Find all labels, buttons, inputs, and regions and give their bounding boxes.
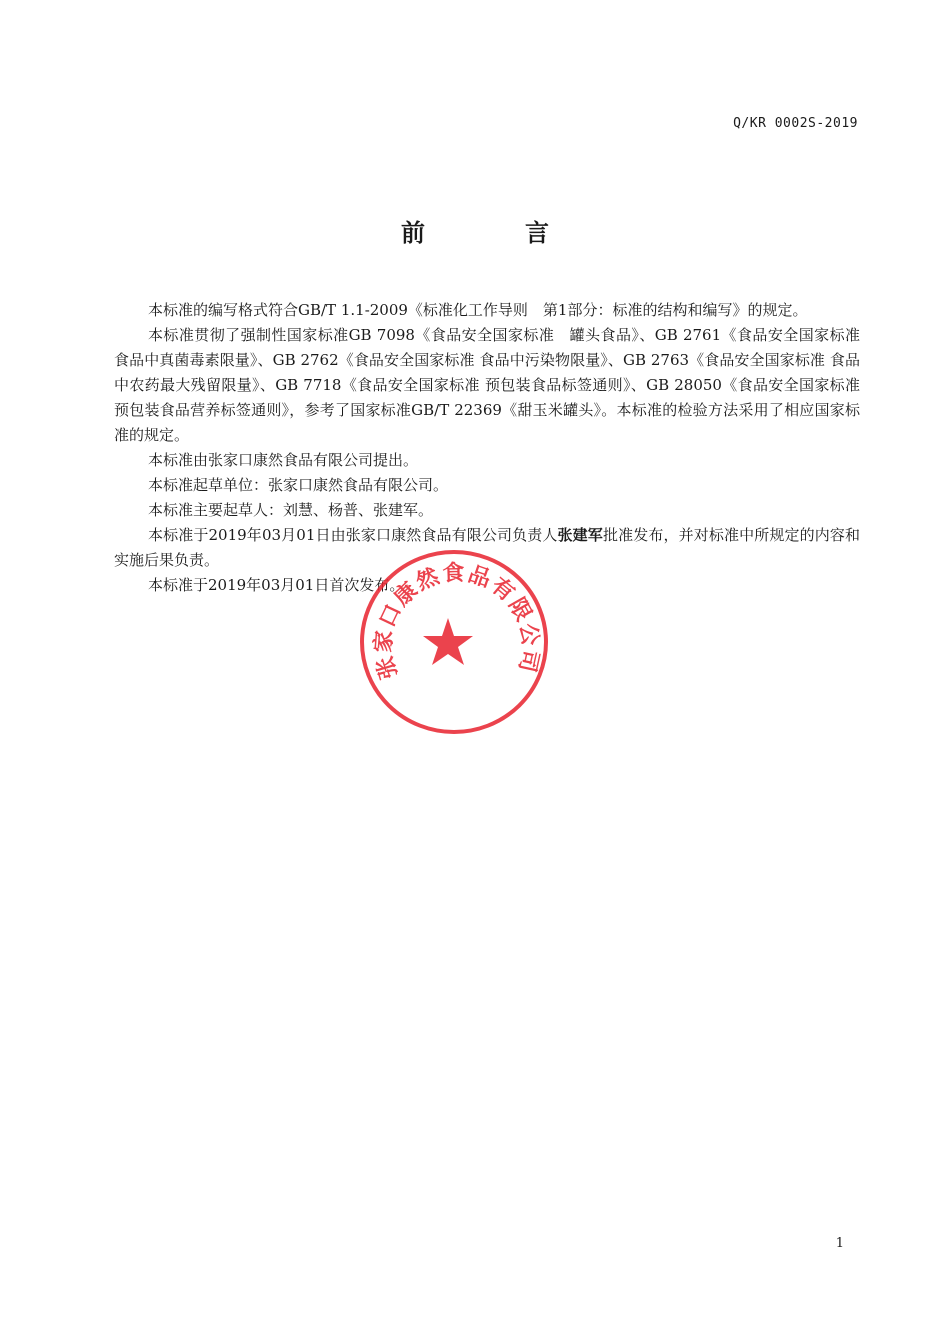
- approval-text-after: 批准发布，并对标准中所规定的内容和实施后果负责。: [114, 526, 860, 569]
- star-icon: [423, 618, 473, 665]
- paragraph-proposer: 本标准由张家口康然食品有限公司提出。: [148, 451, 419, 469]
- page-title: [0, 213, 950, 248]
- page-number: 1: [835, 1236, 844, 1251]
- paragraph-drafters: 本标准主要起草人：刘慧、杨普、张建军。: [148, 501, 434, 519]
- paragraph-standards: 本标准贯彻了强制性国家标准GB 7098《食品安全国家标准 罐头食品》、GB 2761《食品安全国家标准 食品中真菌毒素限量》、GB 2762《食品安全国家标准 食品中污染物限量》、GB 2763《食品安全国家标准 食品中农药最大残留限量》、GB 7718《食品安全国家标准 预包装食品标签通则》、GB 28050《食品安全国家标准 预包装食品营养标签通则》，参考了国家标准GB/T 22369《甜玉米罐头》。本标准的检验方法采用了相应国家标准的规定。: [114, 326, 860, 444]
- paragraph-format: 本标准的编写格式符合GB/T 1.1-2009《标准化工作导则 第1部分：标准的结构和编写》的规定。: [148, 301, 808, 319]
- seal-text-path: 张家口康然食品有限公司: [371, 560, 543, 682]
- approval-text-before: 本标准于2019年03月01日由张家口康然食品有限公司负责人: [148, 526, 558, 544]
- document-code: Q/KR 0002S-2019: [733, 116, 858, 131]
- approver-name: 张建军: [557, 526, 603, 544]
- paragraph-release: 本标准于2019年03月01日首次发布。: [148, 576, 405, 594]
- title-char-2: 言: [525, 219, 549, 247]
- title-char-1: 前: [401, 219, 425, 247]
- company-seal: [358, 548, 550, 736]
- paragraph-drafting-unit: 本标准起草单位：张家口康然食品有限公司。: [148, 476, 449, 494]
